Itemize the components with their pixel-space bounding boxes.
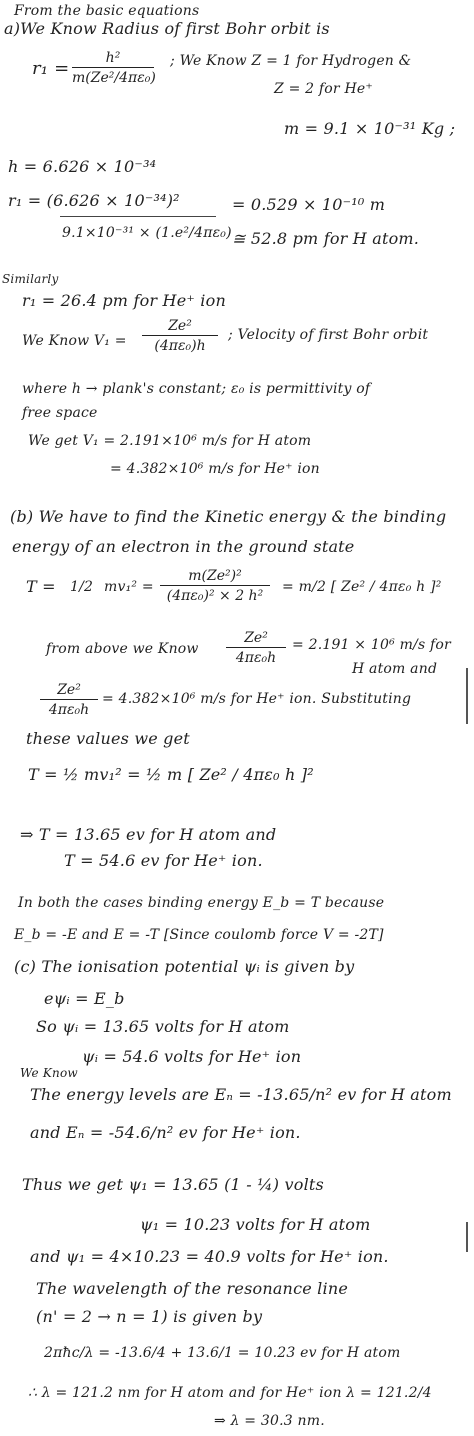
lambda-helium: ⇒ λ = 30.3 nm. xyxy=(214,1413,325,1429)
t-lhs: T = xyxy=(26,577,56,596)
z-hydrogen-note: ; We Know Z = 1 for Hydrogen & xyxy=(170,53,412,69)
energy-levels: The energy levels are Eₙ = -13.65/n² ev for H atom xyxy=(30,1085,452,1104)
t-mid-numerator: m(Ze²)² xyxy=(188,568,242,584)
v1-lhs: We Know V₁ = xyxy=(22,333,127,349)
r1-helium: r₁ = 26.4 pm for He⁺ ion xyxy=(22,291,226,310)
v1-helium: = 4.382×10⁶ m/s for He⁺ ion xyxy=(110,461,320,477)
part-c-intro: (c) The ionisation potential ψᵢ is given by xyxy=(14,957,355,976)
thus-psi: Thus we get ψ₁ = 13.65 (1 - ¼) volts xyxy=(22,1175,324,1194)
r1-lhs: r₁ = xyxy=(32,58,70,79)
r1-numerator: h² xyxy=(105,50,121,66)
r1-calc-denominator: 9.1×10⁻³¹ × (1.e²/4πε₀) xyxy=(62,225,232,241)
similarly-label: Similarly xyxy=(2,272,59,286)
psi-hydrogen: So ψᵢ = 13.65 volts for H atom xyxy=(36,1017,290,1036)
wavelength-line-2: (n' = 2 → n = 1) is given by xyxy=(36,1307,263,1326)
where-line: where h → plank's constant; ε₀ is permittivity of xyxy=(22,381,371,397)
both-cases: In both the cases binding energy E_b = T because xyxy=(18,895,385,911)
t-mid-denominator: (4πε₀)² × 2 h² xyxy=(166,588,264,605)
t-right: = m/2 [ Ze² / 4πε₀ h ]² xyxy=(282,579,442,595)
energy-levels-he: and Eₙ = -54.6/n² ev for He⁺ ion. xyxy=(30,1123,301,1142)
r1-calc-numerator: r₁ = (6.626 × 10⁻³⁴)² xyxy=(8,191,180,210)
scan-edge-mark xyxy=(466,668,468,724)
from-above-value: = 2.191 × 10⁶ m/s for xyxy=(292,637,451,653)
scan-edge-mark xyxy=(466,1222,468,1252)
he-fraction xyxy=(40,682,98,718)
he-denominator: 4πε₀h xyxy=(48,702,90,719)
t-mid-fraction xyxy=(160,568,270,604)
t-mv: mv₁² = xyxy=(104,579,154,595)
resonance-formula: 2πħc/λ = -13.6/4 + 13.6/1 = 10.23 ev for H atom xyxy=(44,1345,401,1361)
z-helium-note: Z = 2 for He⁺ xyxy=(274,81,373,97)
from-above-fraction xyxy=(226,630,286,666)
psi1-hydrogen: ψ₁ = 10.23 volts for H atom xyxy=(140,1215,371,1234)
r1-result: = 0.529 × 10⁻¹⁰ m xyxy=(232,195,386,214)
r1-fraction xyxy=(72,50,154,86)
t-expression-2: T = ½ mv₁² = ½ m [ Ze² / 4πε₀ h ]² xyxy=(28,765,314,784)
from-above-label: from above we Know xyxy=(46,641,199,657)
he-bar xyxy=(40,699,98,700)
header-line-2: a)We Know Radius of first Bohr orbit is xyxy=(4,19,330,38)
planck-value: h = 6.626 × 10⁻³⁴ xyxy=(8,157,157,176)
part-b-intro-1: (b) We have to find the Kinetic energy & the binding xyxy=(10,507,447,526)
t-hydrogen: ⇒ T = 13.65 ev for H atom and xyxy=(20,825,277,844)
wavelength-line-1: The wavelength of the resonance line xyxy=(36,1279,348,1298)
free-space: free space xyxy=(22,405,98,421)
from-above-bar xyxy=(226,647,286,648)
he-numerator: Ze² xyxy=(57,682,81,698)
from-above-numerator: Ze² xyxy=(244,630,268,646)
t-half: 1/2 xyxy=(70,579,94,595)
t-helium: T = 54.6 ev for He⁺ ion. xyxy=(64,851,263,870)
v1-fraction-bar xyxy=(142,335,218,336)
part-b-intro-2: energy of an electron in the ground state xyxy=(12,537,355,556)
r1-approx: ≅ 52.8 pm for H atom. xyxy=(232,229,420,248)
r1-fraction-bar xyxy=(72,67,154,68)
he-value: = 4.382×10⁶ m/s for He⁺ ion. Substituting xyxy=(102,691,412,707)
r1-denominator: m(Ze²/4πε₀) xyxy=(72,70,156,87)
mass-value: m = 9.1 × 10⁻³¹ Kg ; xyxy=(284,119,456,138)
header-line-1: From the basic equations xyxy=(14,3,200,19)
v1-denominator: (4πε₀)h xyxy=(154,338,206,355)
eb-relation: E_b = -E and E = -T [Since coulomb force V = -2T] xyxy=(14,927,384,943)
v1-fraction xyxy=(142,318,218,354)
these-values: these values we get xyxy=(26,729,190,748)
v1-numerator: Ze² xyxy=(168,318,192,334)
psi-helium: ψᵢ = 54.6 volts for He⁺ ion xyxy=(82,1047,302,1066)
h-atom-and: H atom and xyxy=(352,661,438,677)
v1-note: ; Velocity of first Bohr orbit xyxy=(228,327,429,343)
psi1-helium: and ψ₁ = 4×10.23 = 40.9 volts for He⁺ ion. xyxy=(30,1247,389,1266)
lambda-result: ∴ λ = 121.2 nm for H atom and for He⁺ ion λ = 121.2/4 xyxy=(28,1385,432,1401)
t-mid-bar xyxy=(160,585,270,586)
from-above-denominator: 4πε₀h xyxy=(235,650,277,667)
r1-calc-bar xyxy=(60,216,216,217)
ionisation-equation: eψᵢ = E_b xyxy=(44,989,125,1008)
we-know-note: We Know xyxy=(20,1066,78,1080)
v1-hydrogen: We get V₁ = 2.191×10⁶ m/s for H atom xyxy=(28,433,312,449)
